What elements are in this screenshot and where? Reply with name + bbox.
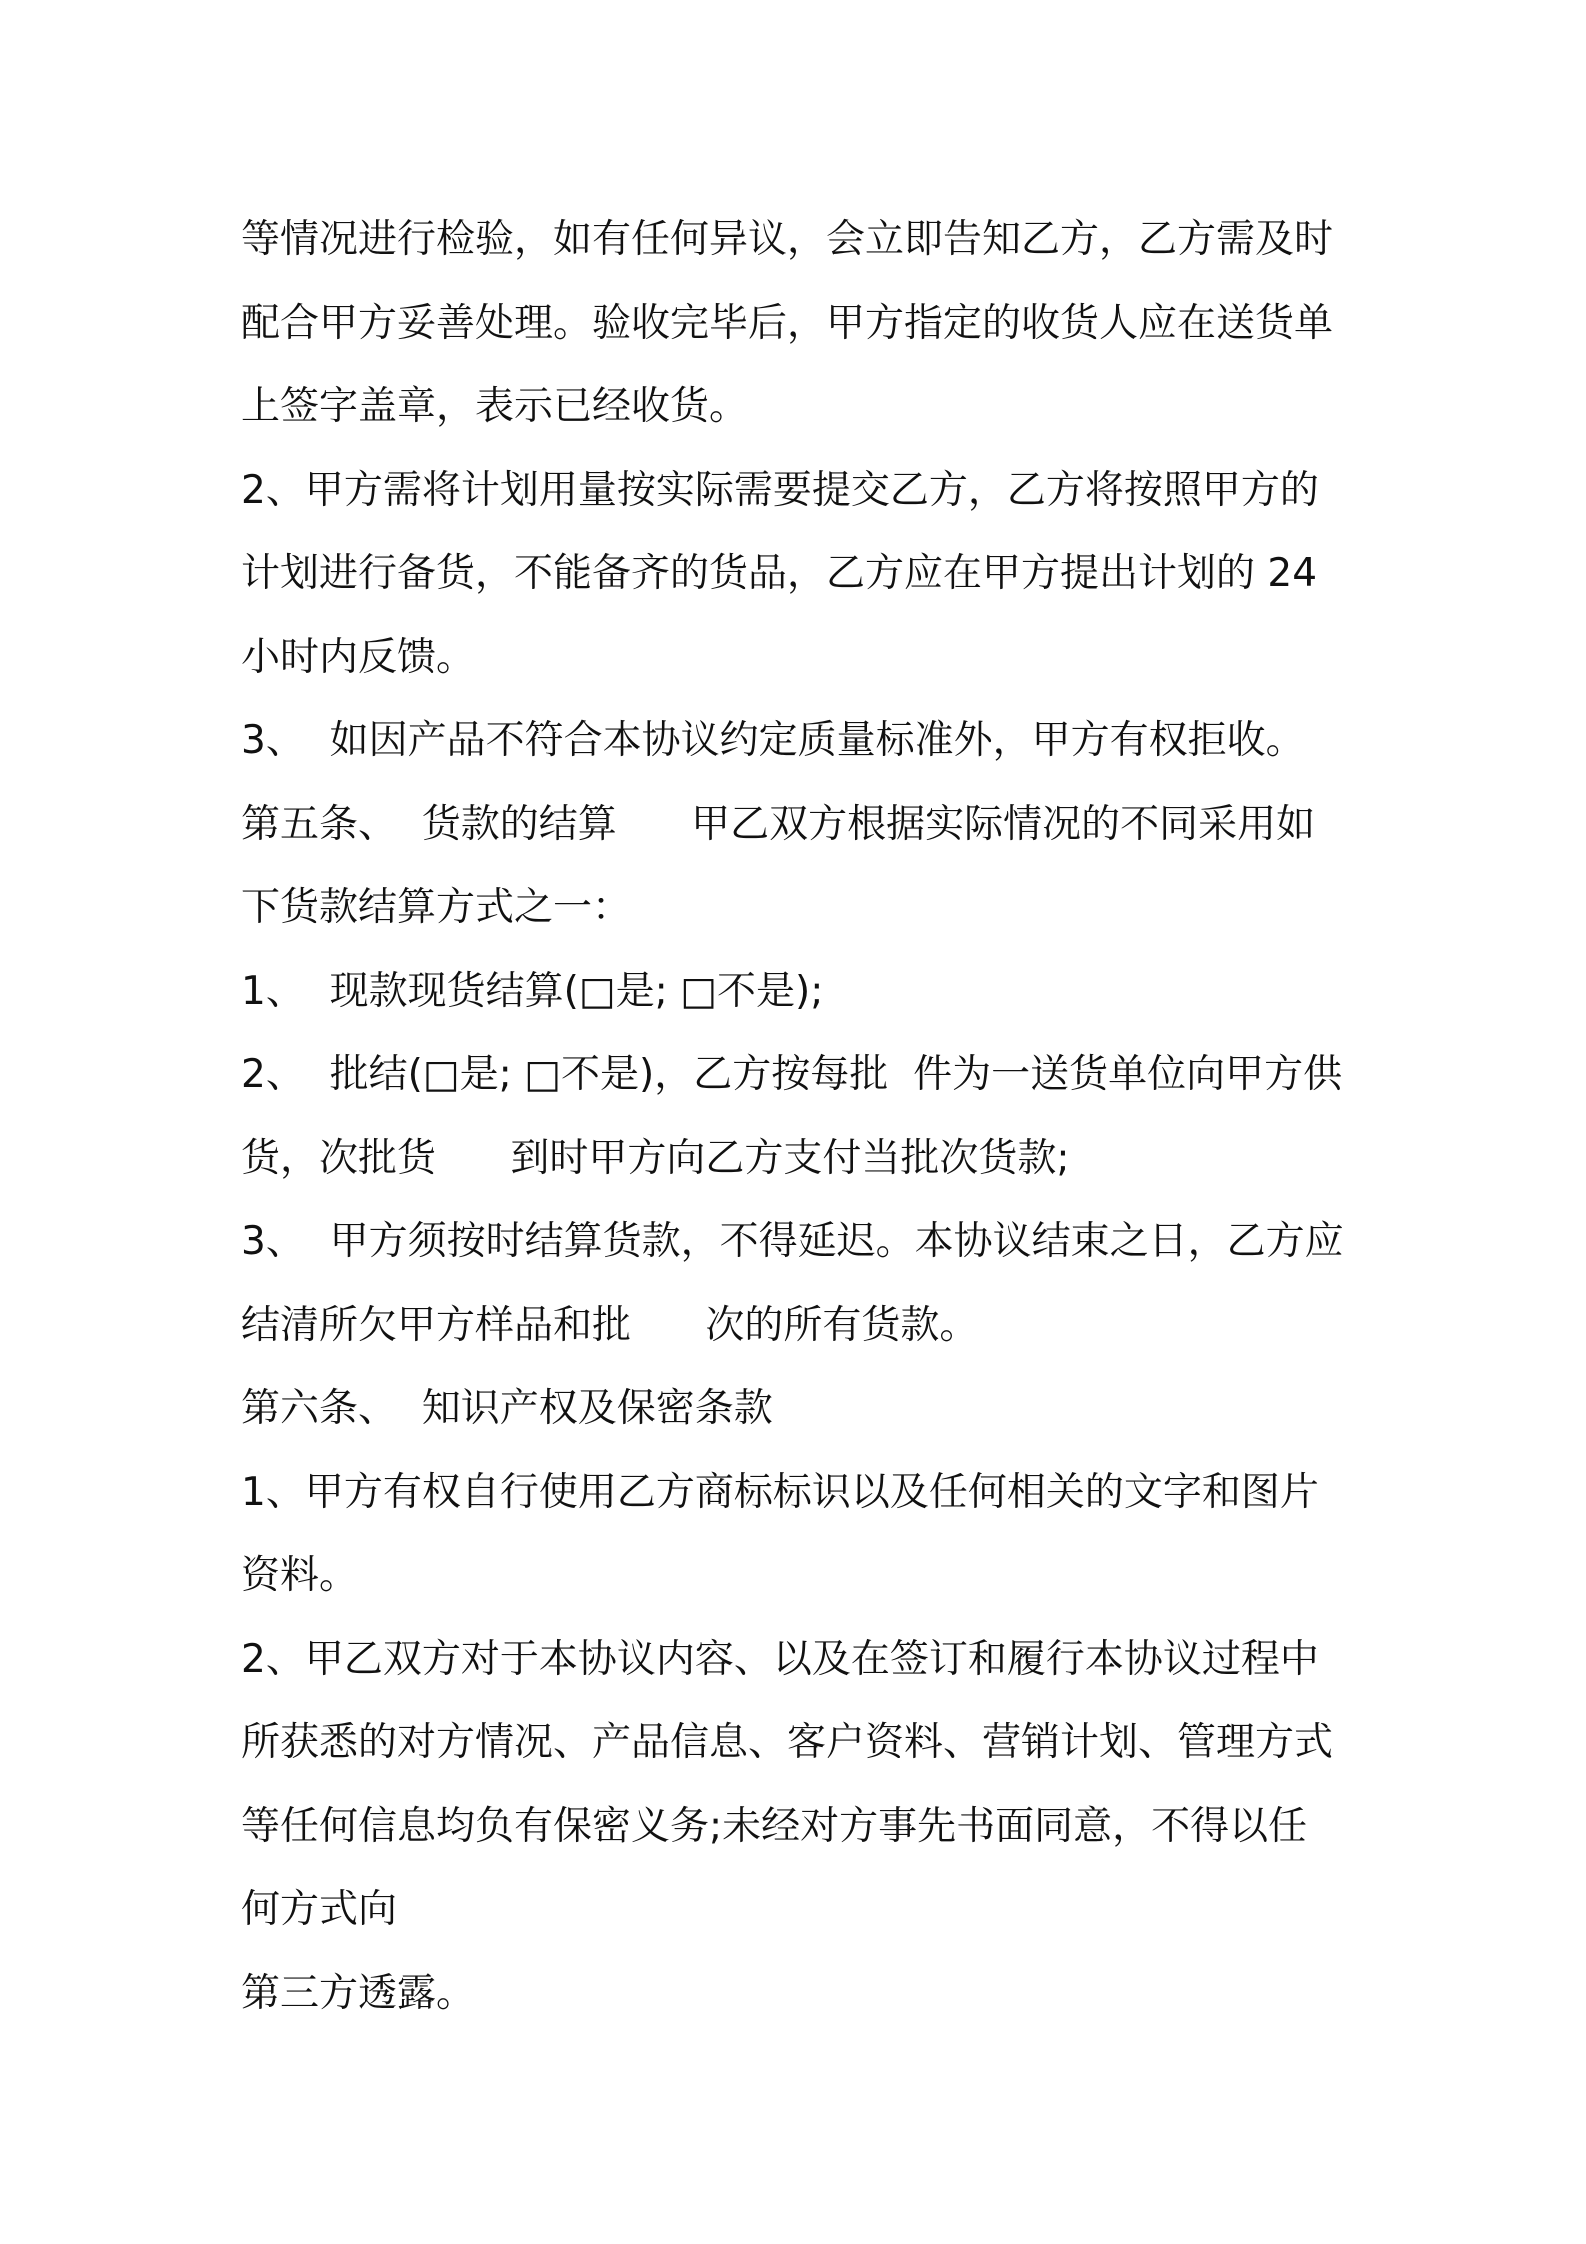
- text-line: 资料。: [241, 1553, 359, 1598]
- text-line: 何方式向: [241, 1887, 398, 1932]
- payment-option-3: 3、 甲方须按时结算货款，不得延迟。本协议结束之日，乙方应: [241, 1219, 1344, 1264]
- text-line: 等情况进行检验，如有任何异议，会立即告知乙方，乙方需及时: [241, 217, 1334, 262]
- article-5-heading: 第五条、 货款的结算 甲乙双方根据实际情况的不同采用如: [241, 801, 1316, 847]
- article-6-heading: 第六条、 知识产权及保密条款: [241, 1386, 773, 1431]
- clause-item-2: 2、甲方需将计划用量按实际需要提交乙方，乙方将按照甲方的: [241, 467, 1319, 513]
- document-body: [241, 198, 1361, 2035]
- ip-clause-1: 1、甲方有权自行使用乙方商标标识以及任何相关的文字和图片: [241, 1469, 1319, 1515]
- text-line: 第三方透露。: [241, 1970, 476, 2016]
- confidentiality-clause-2: 2、甲乙双方对于本协议内容、以及在签订和履行本协议过程中: [241, 1636, 1319, 1682]
- text-line: 计划进行备货，不能备齐的货品，乙方应在甲方提出计划的 24: [241, 551, 1318, 596]
- text-line: 下货款结算方式之一：: [241, 885, 632, 930]
- text-line: 等任何信息均负有保密义务;未经对方事先书面同意，不得以任: [241, 1803, 1308, 1849]
- text-line: 配合甲方妥善处理。验收完毕后，甲方指定的收货人应在送货单: [241, 300, 1334, 346]
- text-line: 结清所欠甲方样品和批 次的所有货款。: [241, 1302, 979, 1348]
- text-line: 所获悉的对方情况、产品信息、客户资料、营销计划、管理方式: [241, 1720, 1334, 1765]
- text-line: 货，次批货 到时甲方向乙方支付当批次货款;: [241, 1135, 1070, 1181]
- payment-option-1: 1、 现款现货结算(□是; □不是);: [241, 968, 824, 1014]
- text-line: 小时内反馈。: [241, 634, 476, 680]
- payment-option-2: 2、 批结(□是; □不是)，乙方按每批 件为一送货单位向甲方供: [241, 1052, 1343, 1097]
- clause-item-3: 3、 如因产品不符合本协议约定质量标准外，甲方有权拒收。: [241, 718, 1305, 763]
- text-line: 上签字盖章，表示已经收货。: [241, 384, 749, 429]
